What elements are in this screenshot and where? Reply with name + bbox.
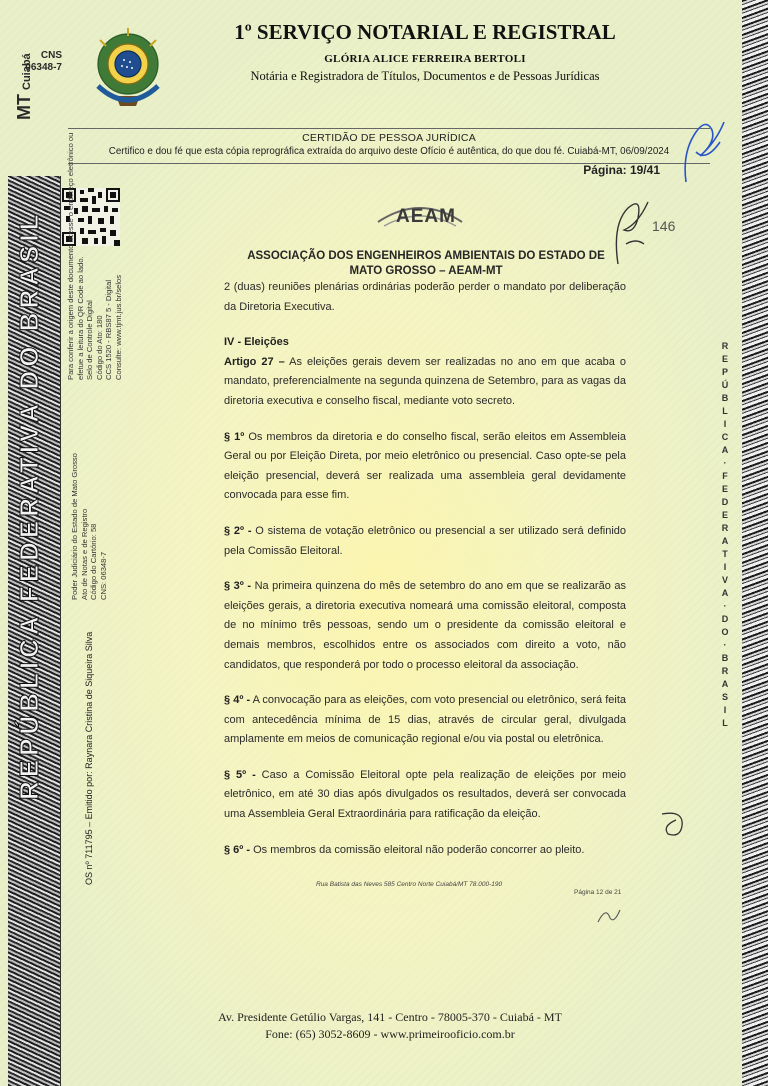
coat-of-arms-icon [86,26,170,116]
left-vertical-republic-text: REPÚBLICA FEDERATIVA DO BRASIL [14,210,44,800]
paragraph-1-label: § 1º [224,430,245,443]
paragraph-6-label: § 6º - [224,843,251,856]
paragraph-4-label: § 4º - [224,694,251,707]
article-27 [224,353,626,412]
paragraph-1 [224,428,626,506]
initials-signature-icon [608,194,658,272]
notary-name: GLÓRIA ALICE FERREIRA BERTOLI [324,53,526,65]
paragraph-continuation: 2 (duas) reuniões plenárias ordinárias poderão perder o mandato por deliberação da Diretoria Executiva. [224,281,626,313]
stamp-number: 146 [652,218,676,234]
inner-address: Rua Batista das Neves 585 Centro Norte Cuiabá/MT 78.000-190 [316,881,503,888]
judiciary-line-1: Ato de Notas e de Registro [79,508,89,600]
right-security-strip [742,0,768,1086]
city-name: Cuiabá [21,53,33,90]
qr-note-block [66,120,123,380]
footer-contact: Fone: (65) 3052-8609 - www.primeirooficio.com.br [265,1027,515,1041]
certificate-text: Certifico e dou fé que esta cópia reprográfica extraída do arquivo deste Ofício é autêntica, do que dou fé. Cuiabá-MT, 06/09/2024 [108,146,670,157]
qr-note: Para conferir a origem deste documento acesse o endereço eletrônico ou efetue a leitura do QR Code ao lado. [66,132,85,380]
seal-line-3: Consulte: www.tjmt.jus.br/selos [113,274,123,380]
seal-line-2: CCS 1520 - RBS87 5 - Digital [104,279,113,380]
paragraph-1-text: Os membros da diretoria e do conselho fiscal, serão eleitos em Assembleia Geral ou por Eleição Direta, por meio eletrônico ou presencial. Caso opte-se pela eleição presencial, deverá ser realizada uma assembleia geral devidamente convocada para esse fim. [224,430,626,502]
state-city [14,53,54,120]
margin-mark-icon [656,806,692,842]
small-initials-icon [596,904,622,926]
paragraph-2-label: § 2º - [224,524,252,537]
right-vertical-text: R E P Ú B L I C A · F E D E R A T I V A · D O · B R A S I L [721,341,729,728]
state-code: MT [14,94,34,120]
paragraph-5 [224,766,626,825]
paragraph-2 [224,522,626,561]
document-body [224,278,626,860]
certificate-box [68,128,710,164]
notary-role: Notária e Registradora de Títulos, Documentos e de Pessoas Jurídicas [250,69,600,83]
section-heading [224,333,626,353]
paragraph-6-text: Os membros da comissão eleitoral não poderão concorrer ao pleito. [250,843,585,856]
side-notes [40,120,160,780]
issuance-line: OS nº 711795 – Emitido por: Raynara Cristina de Siqueira Silva [84,631,94,885]
judiciary-line-3: CNS: 06348-7 [98,551,108,600]
paragraph-3-text: Na primeira quinzena do mês de setembro do ano em que se realizarão as eleições gerais, a diretoria executiva nomeará uma comissão eleitoral, composta de no mínimo três pessoas, sendo um o presidente da comissão eleitoral e demais membros, escolhidos entre os associados com direito a voto, não candidatos, que responderá por todo o processo eleitoral da associação. [224,580,626,671]
office-title: 1º SERVIÇO NOTARIAL E REGISTRAL [234,20,616,44]
judiciary-line-0: Poder Judiciário do Estado de Mato Grosso [70,453,79,600]
article-27-label: Artigo 27 – [224,355,285,368]
paragraph-4-text: A convocação para as eleições, com voto presencial ou eletrônico, será feita com antecedência mínima de 15 dias, através de circular geral, divulgada amplamente em meios de comunicação regional e/ou via postal ou eletrônica. [224,694,626,746]
section-title: IV - Eleições [224,336,289,349]
page-reference: Página: 19/41 [583,163,660,177]
footer-address: Av. Presidente Getúlio Vargas, 141 - Centro - 78005-370 - Cuiabá - MT [218,1010,562,1024]
article-27-text: As eleições gerais devem ser realizadas no ano em que acaba o mandato, preferencialmente na segunda quinzena de Setembro, para as vagas da diretoria executiva e conselho fiscal, mediante voto secreto. [224,355,626,407]
cns-label: CNS [40,50,62,61]
paragraph-3-label: § 3º - [224,580,252,593]
certificate-title: CERTIDÃO DE PESSOA JURÍDICA [302,132,476,144]
paragraph-2-text: O sistema de votação eletrônico ou presencial a ser utilizado será definido pela Comissão Eleitoral. [224,524,627,557]
paragraph-6 [224,841,626,861]
association-name: ASSOCIAÇÃO DOS ENGENHEIROS AMBIENTAIS DO ESTADO DE MATO GROSSO – AEAM-MT [247,250,605,277]
paragraph-5-text: Caso a Comissão Eleitoral opte pela realização de eleições por meio eletrônico, em até 30 dias após divulgados os resultados, deverá ser convocada uma Assembleia Geral Extraordinária para ratificação da eleição. [224,768,626,821]
aeam-logo-text: AEAM [396,206,456,227]
seal-line-0: Selo de Controle Digital [85,300,94,380]
paragraph-3 [224,577,626,675]
paragraph-5-label: § 5º - [224,768,256,781]
blue-signature-icon [676,112,732,192]
paragraph-4 [224,691,626,750]
judiciary-line-2: Código do Cartório: 58 [89,523,98,600]
seal-line-1: Código do Ato: 180 [94,315,104,380]
inner-page-number: Página 12 de 21 [574,889,622,896]
cns-number: 06348-7 [25,62,62,73]
